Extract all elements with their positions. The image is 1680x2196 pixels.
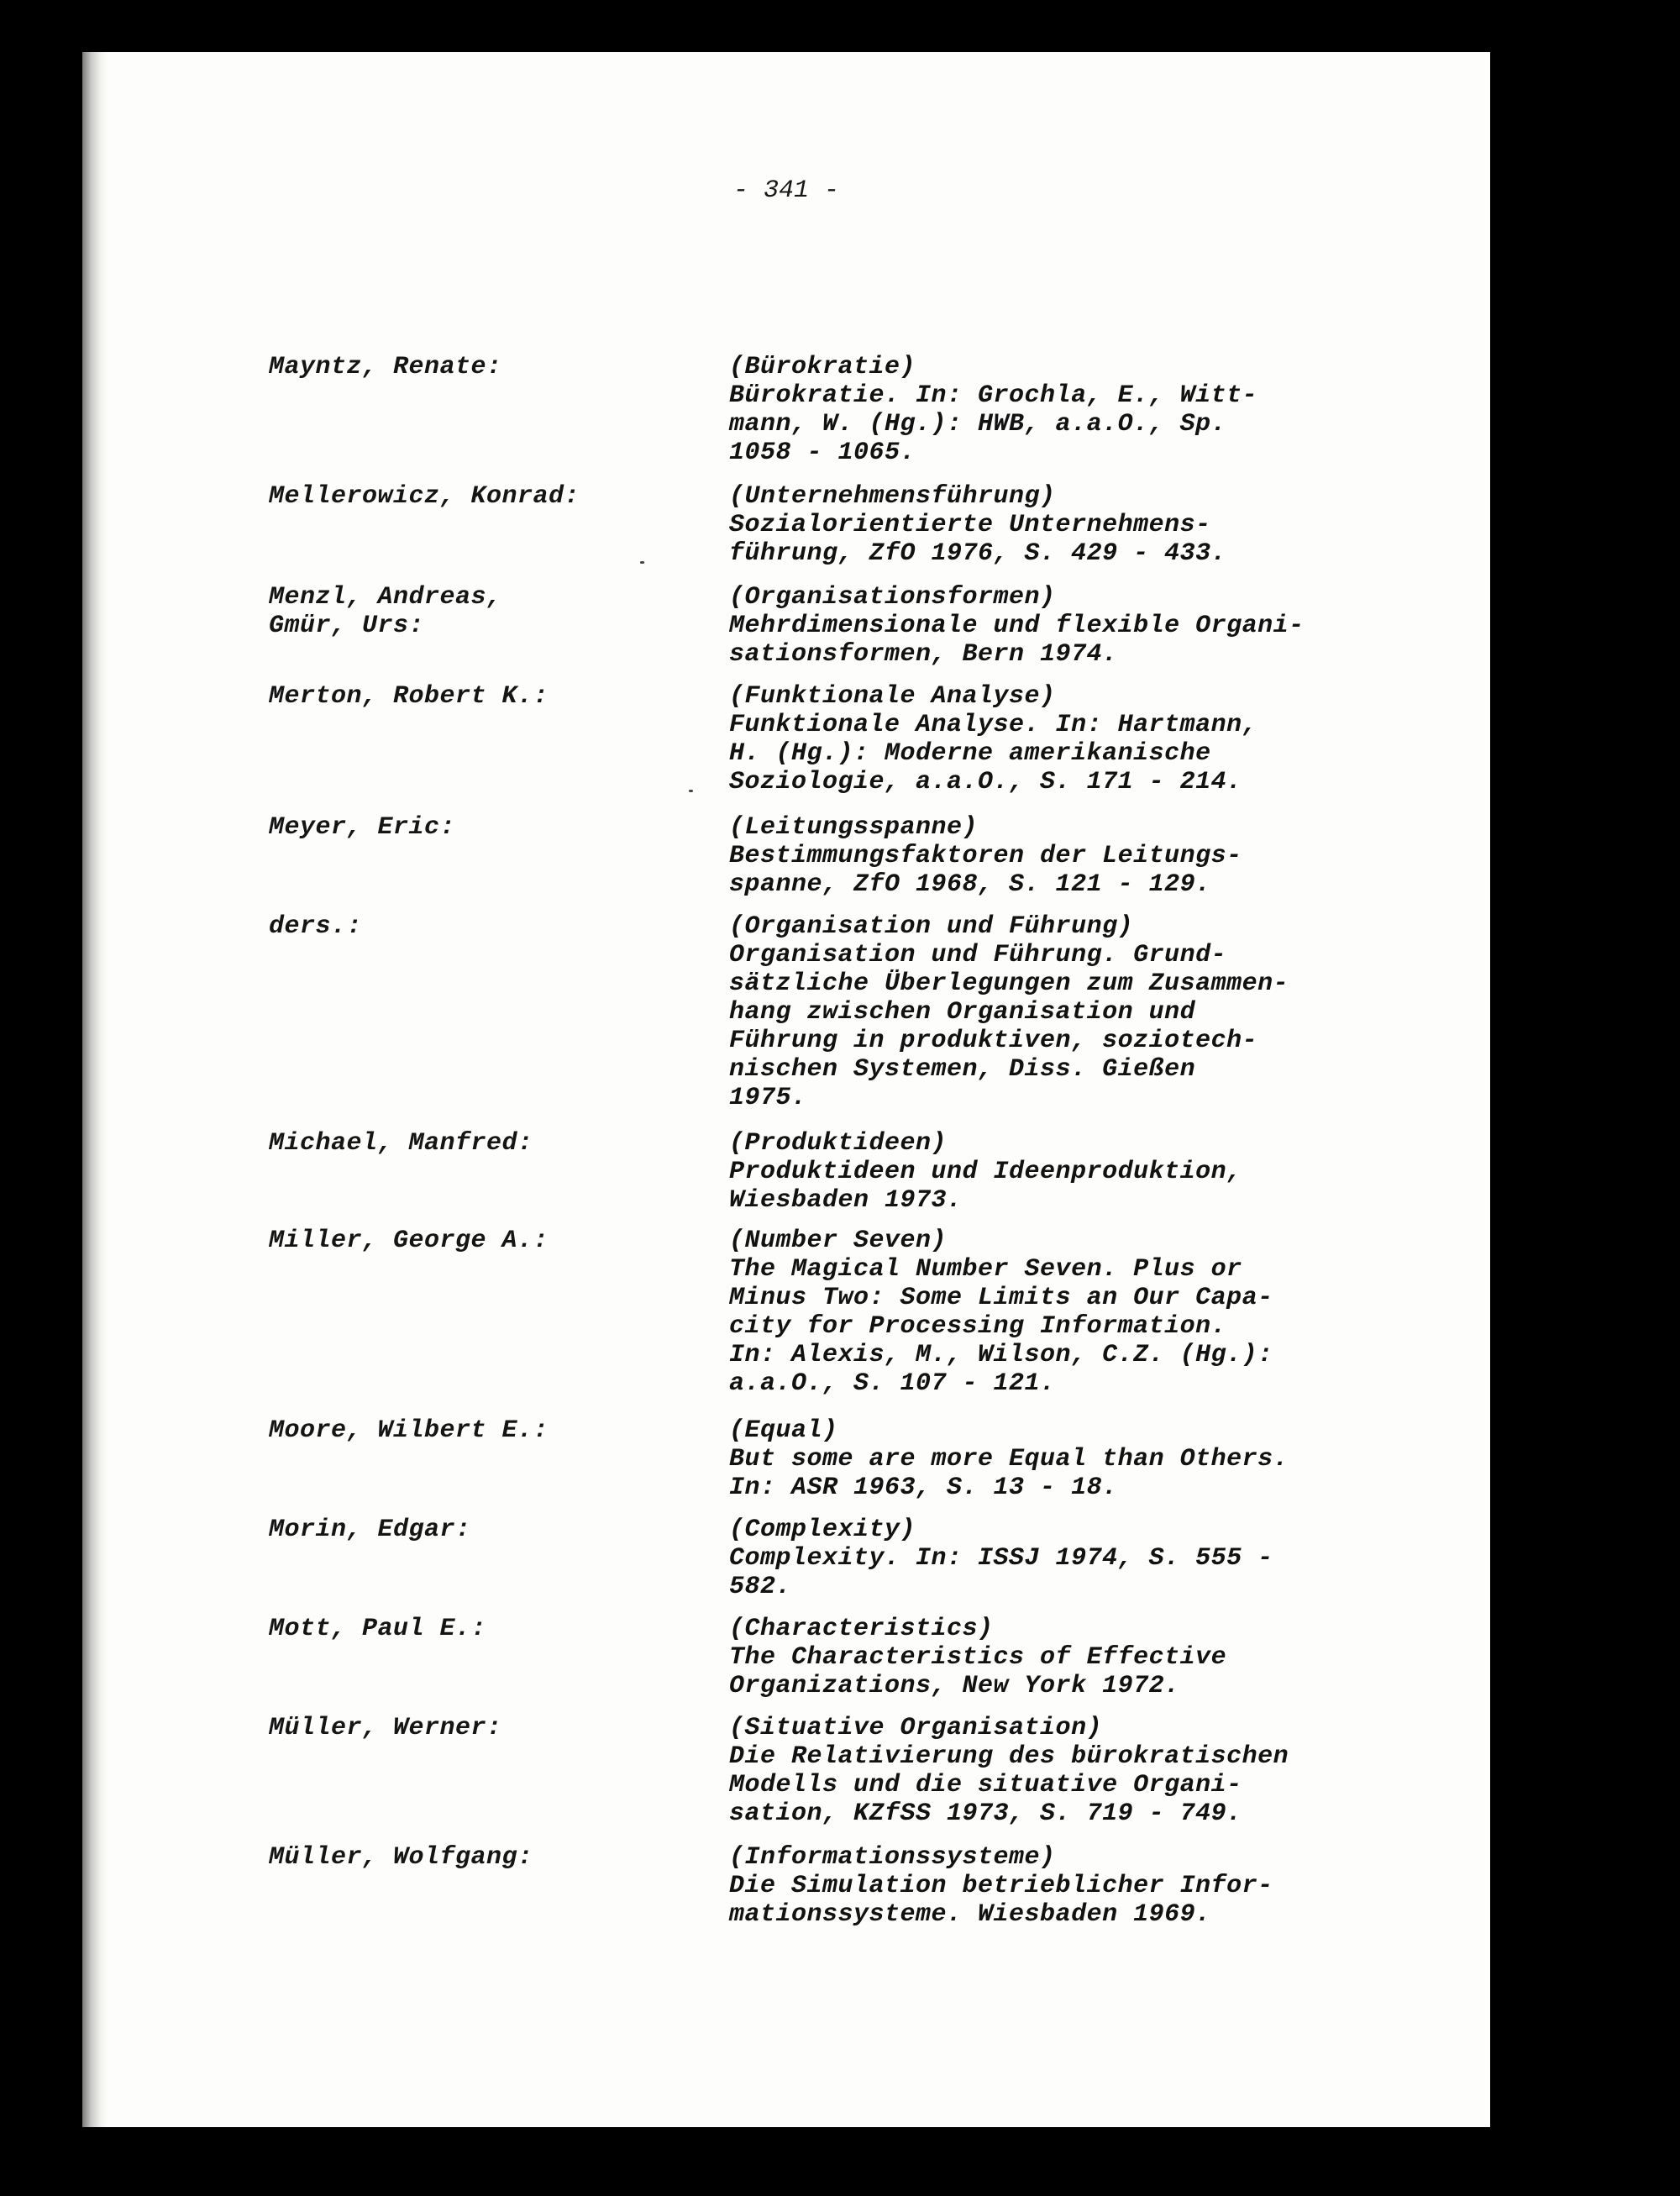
entry-reference	[729, 1129, 1418, 1215]
entry-author: Morin, Edgar:	[269, 1516, 471, 1544]
reference-line: Die Simulation betrieblicher Infor-	[729, 1872, 1273, 1900]
entry-author: Mayntz, Renate:	[269, 353, 502, 381]
entry-reference	[729, 482, 1418, 568]
reference-line: Mehrdimensionale und flexible Organi-	[729, 612, 1305, 640]
entry-reference	[729, 583, 1418, 669]
entry-author: Mellerowicz, Konrad:	[269, 482, 580, 511]
reference-line: Produktideen und Ideenproduktion,	[729, 1158, 1242, 1186]
reference-line: Bestimmungsfaktoren der Leitungs-	[729, 842, 1242, 870]
reference-line: (Organisationsformen)	[729, 583, 1056, 612]
reference-line: mann, W. (Hg.): HWB, a.a.O., Sp.	[729, 410, 1227, 439]
reference-line: nischen Systemen, Diss. Gießen	[729, 1055, 1196, 1084]
reference-line: mationssysteme. Wiesbaden 1969.	[729, 1900, 1211, 1929]
reference-line: In: ASR 1963, S. 13 - 18.	[729, 1474, 1118, 1502]
reference-line: Organizations, New York 1972.	[729, 1672, 1180, 1700]
document-page	[82, 52, 1490, 2127]
reference-line: Minus Two: Some Limits an Our Capa-	[729, 1284, 1273, 1312]
entry-author: Mott, Paul E.:	[269, 1615, 487, 1643]
reference-line: (Number Seven)	[729, 1227, 948, 1255]
reference-line: (Informationssysteme)	[729, 1843, 1056, 1872]
reference-line: (Organisation und Führung)	[729, 912, 1134, 941]
entry-author: Müller, Wolfgang:	[269, 1843, 533, 1872]
reference-line: But some are more Equal than Others.	[729, 1445, 1289, 1474]
entry-reference	[729, 1843, 1418, 1929]
reference-line: (Produktideen)	[729, 1129, 948, 1158]
reference-line: sation, KZfSS 1973, S. 719 - 749.	[729, 1799, 1242, 1828]
reference-line: city for Processing Information.	[729, 1312, 1227, 1341]
entry-author: Müller, Werner:	[269, 1714, 502, 1742]
reference-line: hang zwischen Organisation und	[729, 998, 1196, 1027]
entry-reference	[729, 1227, 1418, 1398]
reference-line: 1975.	[729, 1084, 807, 1112]
reference-line: Complexity. In: ISSJ 1974, S. 555 -	[729, 1544, 1273, 1573]
entry-reference	[729, 1714, 1418, 1828]
entry-reference	[729, 682, 1418, 796]
reference-line: führung, ZfO 1976, S. 429 - 433.	[729, 539, 1227, 568]
entry-reference	[729, 912, 1418, 1112]
reference-line: Sozialorientierte Unternehmens-	[729, 511, 1211, 539]
entry-reference	[729, 1416, 1418, 1502]
reference-line: (Characteristics)	[729, 1615, 994, 1643]
reference-line: (Funktionale Analyse)	[729, 682, 1056, 711]
reference-line: (Unternehmensführung)	[729, 482, 1056, 511]
reference-line: The Magical Number Seven. Plus or	[729, 1255, 1242, 1284]
reference-line: The Characteristics of Effective	[729, 1643, 1227, 1672]
page-number: - 341 -	[732, 176, 840, 205]
reference-line: sätzliche Überlegungen zum Zusammen-	[729, 969, 1289, 998]
reference-line: Bürokratie. In: Grochla, E., Witt-	[729, 381, 1258, 410]
entry-author: Michael, Manfred:	[269, 1129, 533, 1158]
reference-line: H. (Hg.): Moderne amerikanische	[729, 739, 1211, 768]
reference-line: (Complexity)	[729, 1516, 916, 1544]
reference-line: Organisation und Führung. Grund-	[729, 941, 1227, 969]
entry-author: Merton, Robert K.:	[269, 682, 549, 711]
entry-reference	[729, 353, 1418, 467]
entry-author: Menzl, Andreas, Gmür, Urs:	[269, 583, 502, 640]
reference-line: In: Alexis, M., Wilson, C.Z. (Hg.):	[729, 1341, 1273, 1369]
reference-line: Führung in produktiven, soziotech-	[729, 1027, 1258, 1055]
entry-author: ders.:	[269, 912, 363, 941]
reference-line: 1058 - 1065.	[729, 439, 916, 467]
reference-line: spanne, ZfO 1968, S. 121 - 129.	[729, 870, 1211, 899]
reference-line: (Bürokratie)	[729, 353, 916, 381]
entry-reference	[729, 1615, 1418, 1700]
reference-line: 582.	[729, 1573, 792, 1601]
reference-line: Modells und die situative Organi-	[729, 1771, 1242, 1799]
reference-line: (Equal)	[729, 1416, 838, 1445]
reference-line: (Leitungsspanne)	[729, 813, 979, 842]
reference-line: sationsformen, Bern 1974.	[729, 640, 1118, 669]
entry-author: Moore, Wilbert E.:	[269, 1416, 549, 1445]
reference-line: Die Relativierung des bürokratischen	[729, 1742, 1289, 1771]
scan-speck	[640, 561, 644, 564]
entry-reference	[729, 1516, 1418, 1601]
reference-line: Funktionale Analyse. In: Hartmann,	[729, 711, 1258, 739]
reference-line: Wiesbaden 1973.	[729, 1186, 963, 1215]
entry-author: Meyer, Eric:	[269, 813, 456, 842]
reference-line: a.a.O., S. 107 - 121.	[729, 1369, 1056, 1398]
entry-reference	[729, 813, 1418, 899]
entry-author: Miller, George A.:	[269, 1227, 549, 1255]
reference-line: Soziologie, a.a.O., S. 171 - 214.	[729, 768, 1242, 796]
reference-line: (Situative Organisation)	[729, 1714, 1103, 1742]
scan-speck	[689, 790, 693, 792]
page-gutter-shadow	[82, 52, 108, 2127]
